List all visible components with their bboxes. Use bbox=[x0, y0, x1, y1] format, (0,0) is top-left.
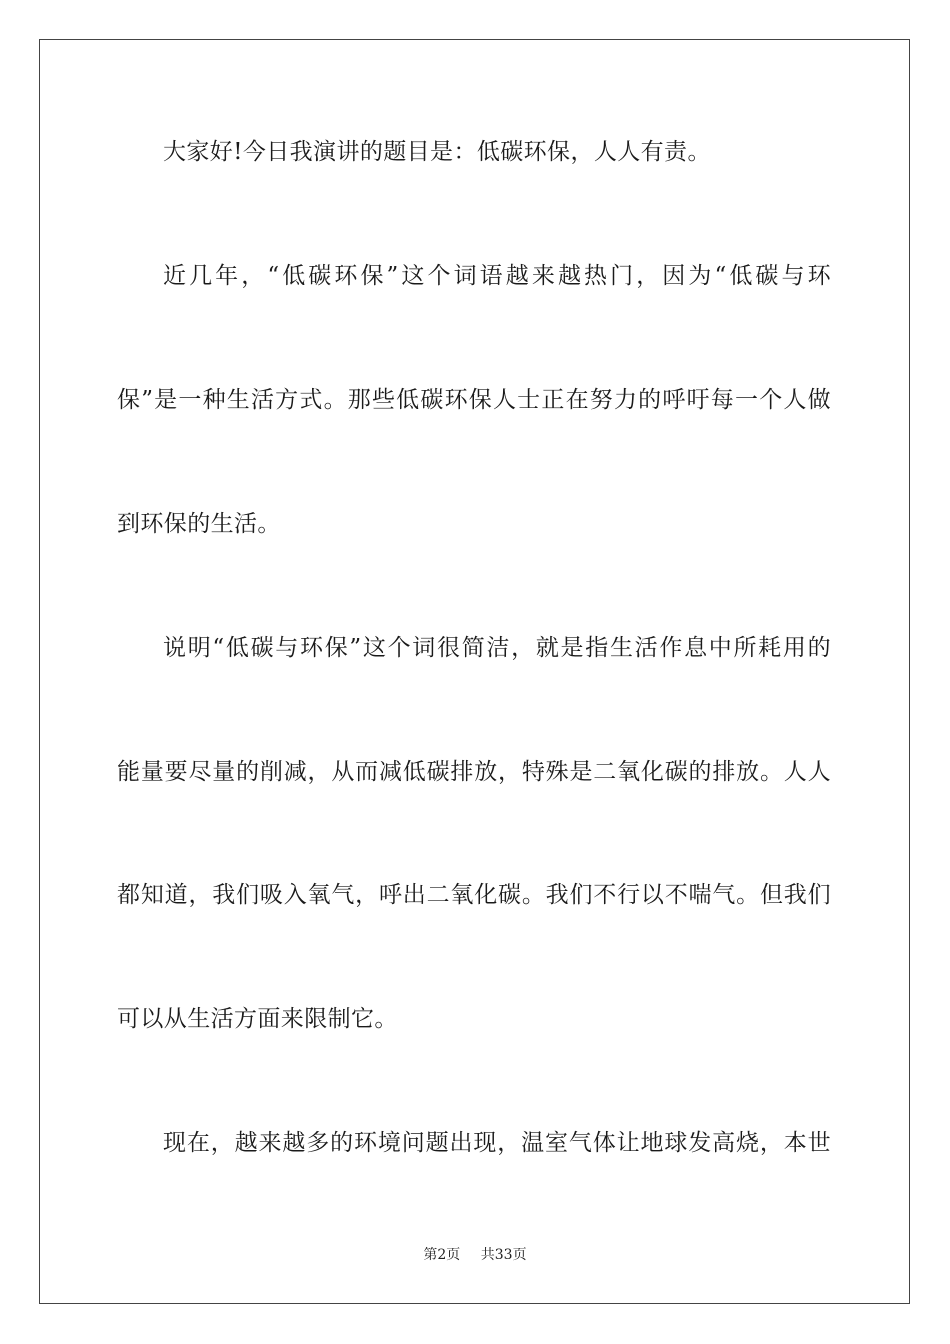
paragraph-line: 说明“低碳与环保”这个词很简洁，就是指生活作息中所耗用的 bbox=[163, 635, 831, 661]
paragraph-line: 大家好!今日我演讲的题目是：低碳环保，人人有责。 bbox=[163, 139, 711, 165]
total-pages: 共33页 bbox=[480, 1247, 527, 1263]
paragraph-line: 能量要尽量的削减，从而减低碳排放，特殊是二氧化碳的排放。人人 bbox=[117, 759, 831, 785]
paragraph-line: 现在，越来越多的环境问题出现，温室气体让地球发高烧，本世 bbox=[163, 1130, 831, 1156]
paragraph-line: 近几年，“低碳环保”这个词语越来越热门，因为“低碳与环 bbox=[163, 263, 831, 289]
paragraph-line: 到环保的生活。 bbox=[117, 511, 281, 537]
page-number: 第2页 bbox=[423, 1247, 461, 1263]
paragraph-line: 保”是一种生活方式。那些低碳环保人士正在努力的呼吁每一个人做 bbox=[117, 387, 831, 413]
page-footer bbox=[0, 1246, 950, 1264]
paragraph-line: 可以从生活方面来限制它。 bbox=[117, 1006, 398, 1032]
page-border bbox=[39, 39, 910, 1304]
paragraph-line: 都知道，我们吸入氧气，呼出二氧化碳。我们不行以不喘气。但我们 bbox=[117, 882, 831, 908]
